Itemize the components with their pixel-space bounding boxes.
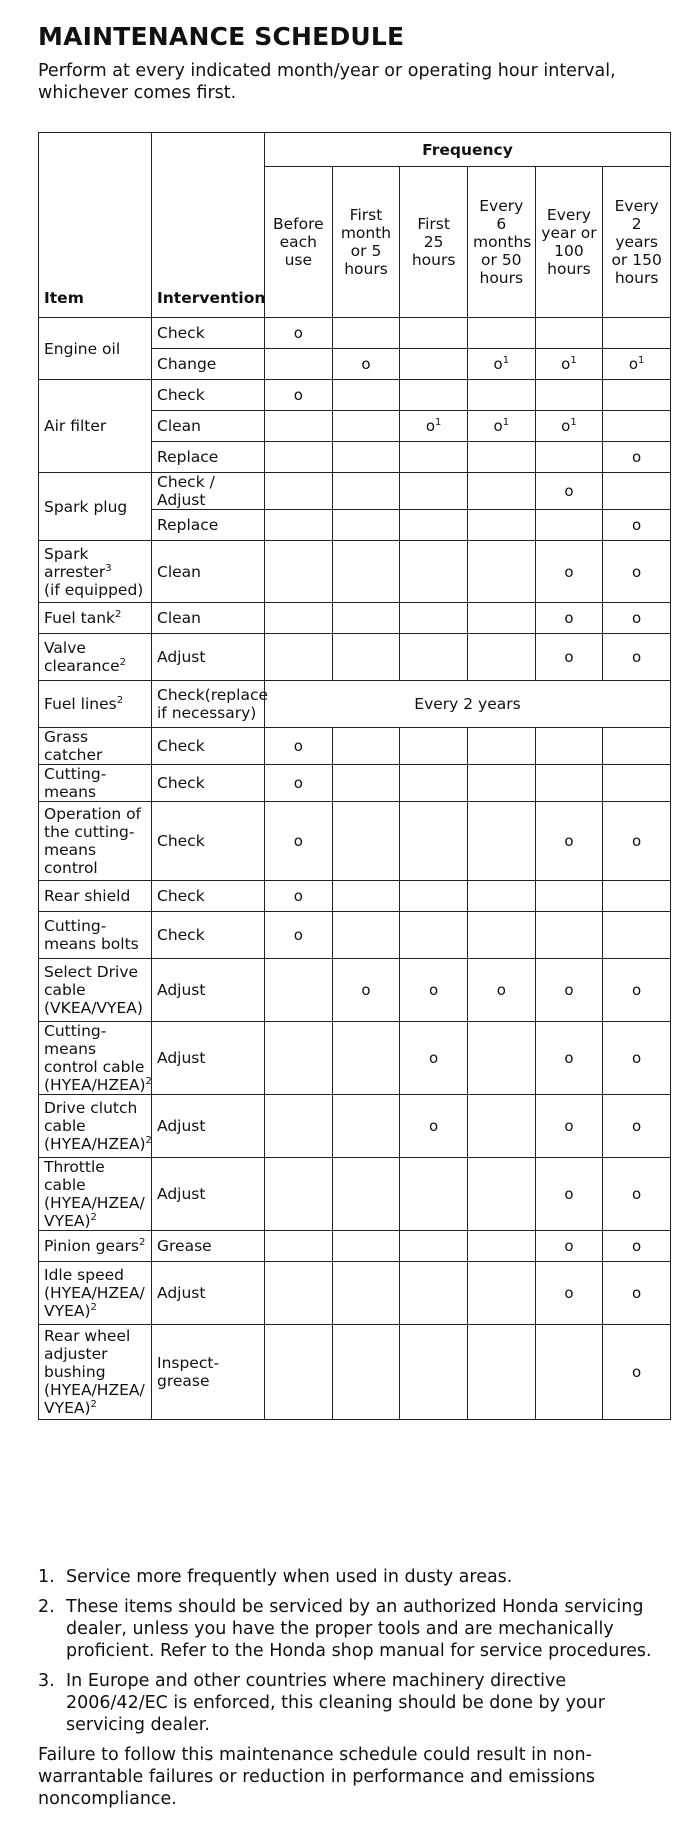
item-cell [39, 541, 152, 603]
table-row [39, 603, 671, 634]
schedule-mark-cell [400, 728, 468, 765]
intervention-cell: Check [152, 912, 265, 959]
item-cell [39, 1262, 152, 1325]
header-col-every-year: Every year or 100 hours [535, 167, 603, 318]
schedule-mark-cell [400, 881, 468, 912]
item-cell [39, 1158, 152, 1231]
schedule-mark-cell [332, 1158, 400, 1231]
item-label: Engine oil [44, 339, 121, 358]
header-intervention: Intervention [152, 133, 265, 318]
schedule-mark-cell [400, 473, 468, 510]
header-col-first-month: First month or 5 hours [332, 167, 400, 318]
schedule-mark-cell [467, 1022, 535, 1095]
schedule-mark-cell [332, 510, 400, 541]
schedule-mark-cell [400, 510, 468, 541]
schedule-mark-cell: o [265, 802, 333, 881]
item-label: Pinion gears [44, 1237, 139, 1255]
table-row [39, 912, 671, 959]
header-col-first-25-hours: First 25 hours [400, 167, 468, 318]
item-suffix: (if equipped) [44, 580, 144, 599]
schedule-mark-cell [332, 411, 400, 442]
table-row [39, 380, 671, 411]
schedule-mark-cell [467, 318, 535, 349]
schedule-mark-cell: o [535, 473, 603, 510]
schedule-mark-cell: $o^1$ [467, 411, 535, 442]
schedule-mark-cell [332, 1231, 400, 1262]
header-col-before-each-use: Before each use [265, 167, 333, 318]
footnote-ref: 1 [502, 355, 510, 366]
intervention-cell: Check [152, 881, 265, 912]
intervention-cell: Adjust [152, 1262, 265, 1325]
schedule-mark-cell [535, 380, 603, 411]
schedule-mark-cell [265, 473, 333, 510]
item-label: Rear wheel adjuster bushing (HYEA/HZEA/ VYEA) [44, 1327, 145, 1417]
schedule-mark-cell [603, 881, 671, 912]
intervention-cell: Adjust [152, 959, 265, 1022]
footnote-ref: 2 [116, 694, 124, 706]
intervention-cell: Check [152, 728, 265, 765]
schedule-mark-cell: $o^1$ [400, 411, 468, 442]
schedule-mark-cell [265, 1231, 333, 1262]
schedule-mark-cell: o [603, 802, 671, 881]
intervention-cell: Check [152, 318, 265, 349]
intervention-cell: Check / Adjust [152, 473, 265, 510]
item-cell [39, 473, 152, 541]
schedule-mark-cell [265, 411, 333, 442]
item-label: Cutting-means bolts [44, 917, 139, 953]
maintenance-table [38, 132, 671, 1420]
table-row [39, 473, 671, 510]
item-cell [39, 765, 152, 802]
item-cell [39, 1095, 152, 1158]
schedule-mark-cell [265, 349, 333, 380]
schedule-mark-cell: o [603, 442, 671, 473]
footnote-ref: 2 [115, 608, 122, 620]
header-col-every-6-months: Every 6 months or 50 hours [467, 167, 535, 318]
table-row [39, 318, 671, 349]
schedule-mark-cell [535, 318, 603, 349]
schedule-mark-cell [535, 510, 603, 541]
item-label: Idle speed (HYEA/HZEA/ VYEA) [44, 1266, 145, 1320]
schedule-mark-cell [332, 881, 400, 912]
schedule-mark-cell: o [603, 510, 671, 541]
schedule-mark-cell: o [603, 1231, 671, 1262]
table-row [39, 728, 671, 765]
schedule-mark-cell: o [603, 541, 671, 603]
footnote-ref: 2 [119, 656, 126, 668]
schedule-mark-cell [265, 1095, 333, 1158]
schedule-mark-cell: o [603, 1262, 671, 1325]
item-label: Grass catcher [44, 728, 103, 764]
intervention-cell: Clean [152, 541, 265, 603]
footnote-ref: 2 [139, 1236, 146, 1248]
intervention-cell: Check(replace if necessary) [152, 681, 265, 728]
schedule-mark-cell: o [603, 1022, 671, 1095]
schedule-mark-cell [400, 380, 468, 411]
schedule-mark-cell [265, 603, 333, 634]
schedule-mark-cell [400, 541, 468, 603]
schedule-mark-cell [332, 1262, 400, 1325]
item-label: Operation of the cutting-means control [44, 805, 142, 877]
intervention-cell: Adjust [152, 1022, 265, 1095]
item-label: Drive clutch cable (HYEA/HZEA) [44, 1099, 146, 1153]
item-cell [39, 1022, 152, 1095]
schedule-mark-cell [467, 881, 535, 912]
frequency-span-cell: Every 2 years [265, 681, 671, 728]
schedule-mark-cell [467, 634, 535, 681]
schedule-mark-cell: o [332, 959, 400, 1022]
item-label: Select Drive cable (VKEA/VYEA) [44, 963, 143, 1017]
schedule-mark-cell: o [535, 1231, 603, 1262]
intro-text: Perform at every indicated month/year or operating hour interval, whichever comes first. [38, 61, 616, 103]
schedule-mark-cell [332, 541, 400, 603]
schedule-mark-cell [467, 380, 535, 411]
schedule-mark-cell [467, 728, 535, 765]
item-cell [39, 318, 152, 380]
footnote-ref: 2 [90, 1301, 97, 1313]
intervention-cell: Inspect-grease [152, 1325, 265, 1420]
schedule-mark-cell: o [535, 1022, 603, 1095]
footnote-ref: 1 [570, 417, 577, 428]
schedule-mark-cell: o [400, 959, 468, 1022]
schedule-mark-cell: o [603, 959, 671, 1022]
schedule-mark-cell [467, 473, 535, 510]
schedule-mark-cell [332, 912, 400, 959]
schedule-mark-cell [400, 802, 468, 881]
schedule-mark-cell [265, 1262, 333, 1325]
schedule-mark-cell [332, 634, 400, 681]
schedule-mark-cell [265, 510, 333, 541]
schedule-mark-cell: o [535, 603, 603, 634]
table-row [39, 1158, 671, 1231]
footnote-3: 3. In Europe and other countries where machinery directive 2006/42/EC is enforced, this cleaning should be done by your servicing dealer. [38, 1671, 605, 1735]
schedule-mark-cell [332, 1022, 400, 1095]
schedule-mark-cell [535, 881, 603, 912]
item-cell [39, 603, 152, 634]
schedule-mark-cell: o [603, 634, 671, 681]
schedule-mark-cell [400, 442, 468, 473]
schedule-mark-cell [332, 380, 400, 411]
schedule-mark-cell [467, 1095, 535, 1158]
item-cell [39, 912, 152, 959]
footnote-ref: 2 [90, 1398, 97, 1410]
schedule-mark-cell [400, 1325, 468, 1420]
schedule-mark-cell [467, 442, 535, 473]
item-label: Spark arrester [44, 544, 106, 581]
schedule-mark-cell: o [535, 959, 603, 1022]
item-label: Rear shield [44, 887, 131, 905]
schedule-mark-cell: o [603, 1095, 671, 1158]
schedule-mark-cell [535, 442, 603, 473]
schedule-mark-cell: $o^1$ [535, 349, 603, 380]
schedule-mark-cell: $o^1$ [603, 349, 671, 380]
footnote-ref: 1 [570, 355, 577, 366]
table-row [39, 1095, 671, 1158]
footnote-ref: 1 [435, 417, 442, 428]
schedule-mark-cell [467, 1158, 535, 1231]
schedule-mark-cell [332, 765, 400, 802]
schedule-mark-cell: o [535, 1158, 603, 1231]
schedule-mark-cell [467, 510, 535, 541]
header-col-every-2-years: Every 2 years or 150 hours [603, 167, 671, 318]
schedule-mark-cell [467, 802, 535, 881]
footnote-ref: 1 [638, 355, 645, 366]
schedule-mark-cell [400, 603, 468, 634]
schedule-mark-cell [265, 959, 333, 1022]
table-row [39, 765, 671, 802]
schedule-mark-cell: o [535, 634, 603, 681]
schedule-mark-cell: o [603, 1158, 671, 1231]
schedule-mark-cell [332, 728, 400, 765]
item-label: Cutting-means [44, 765, 107, 801]
closing-text: Failure to follow this maintenance schedule could result in non-warrantable failures or reduction in performance and emissions noncompliance. [38, 1745, 596, 1809]
footnote-1: 1. Service more frequently when used in dusty areas. [38, 1567, 513, 1587]
table-body [39, 318, 671, 1420]
schedule-mark-cell: o [535, 802, 603, 881]
table-row [39, 1022, 671, 1095]
footnotes [38, 1566, 668, 1810]
footnote-ref: 3 [105, 562, 112, 574]
table-row [39, 681, 671, 728]
item-cell [39, 634, 152, 681]
schedule-mark-cell [467, 603, 535, 634]
schedule-mark-cell: o [603, 1325, 671, 1420]
schedule-mark-cell: o [535, 1262, 603, 1325]
table-row [39, 959, 671, 1022]
item-cell [39, 959, 152, 1022]
header-item: Item [39, 133, 152, 318]
schedule-mark-cell [467, 912, 535, 959]
schedule-mark-cell [603, 912, 671, 959]
schedule-mark-cell [467, 1231, 535, 1262]
intervention-cell: Grease [152, 1231, 265, 1262]
intervention-cell: Clean [152, 411, 265, 442]
schedule-mark-cell: $o^1$ [535, 411, 603, 442]
item-cell [39, 1231, 152, 1262]
table-row [39, 1262, 671, 1325]
item-cell [39, 728, 152, 765]
item-label: Cutting-means control cable (HYEA/HZEA) [44, 1022, 146, 1094]
schedule-mark-cell [265, 442, 333, 473]
schedule-mark-cell [332, 802, 400, 881]
schedule-mark-cell [332, 318, 400, 349]
intervention-cell: Check [152, 802, 265, 881]
schedule-mark-cell [332, 442, 400, 473]
schedule-mark-cell: o [603, 603, 671, 634]
schedule-mark-cell: o [265, 380, 333, 411]
item-cell [39, 802, 152, 881]
item-cell [39, 1325, 152, 1420]
schedule-mark-cell [265, 1158, 333, 1231]
footnote-ref: 2 [145, 1075, 152, 1087]
table-row [39, 634, 671, 681]
schedule-mark-cell [332, 1095, 400, 1158]
schedule-mark-cell [467, 765, 535, 802]
item-label: Throttle cable (HYEA/HZEA/ VYEA) [44, 1158, 145, 1230]
schedule-mark-cell: o [265, 912, 333, 959]
schedule-mark-cell: o [265, 765, 333, 802]
intervention-cell: Change [152, 349, 265, 380]
intervention-cell: Adjust [152, 1095, 265, 1158]
item-label: Fuel lines [44, 695, 117, 713]
item-label: Valve clearance [44, 639, 120, 675]
schedule-mark-cell: o [400, 1022, 468, 1095]
schedule-mark-cell [603, 765, 671, 802]
schedule-mark-cell: o [535, 1095, 603, 1158]
schedule-mark-cell [400, 349, 468, 380]
intervention-cell: Replace [152, 510, 265, 541]
schedule-mark-cell [400, 634, 468, 681]
schedule-mark-cell [535, 728, 603, 765]
intervention-cell: Adjust [152, 1158, 265, 1231]
footnote-ref: 2 [90, 1211, 97, 1223]
schedule-mark-cell [603, 473, 671, 510]
schedule-mark-cell [265, 1022, 333, 1095]
schedule-mark-cell [400, 1262, 468, 1325]
schedule-mark-cell: o [400, 1095, 468, 1158]
schedule-mark-cell: $o^1$ [467, 349, 535, 380]
schedule-mark-cell [332, 1325, 400, 1420]
item-cell [39, 681, 152, 728]
schedule-mark-cell [603, 411, 671, 442]
footnote-2: 2. These items should be serviced by an authorized Honda servicing dealer, unless you have the proper tools and are mechanically proficient. Refer to the Honda shop manual for service procedures. [38, 1597, 652, 1661]
schedule-mark-cell [603, 380, 671, 411]
schedule-mark-cell: o [265, 728, 333, 765]
schedule-mark-cell [603, 318, 671, 349]
schedule-mark-cell [467, 1325, 535, 1420]
schedule-mark-cell [332, 473, 400, 510]
schedule-mark-cell [265, 1325, 333, 1420]
schedule-mark-cell [535, 1325, 603, 1420]
schedule-mark-cell [400, 912, 468, 959]
schedule-mark-cell [467, 1262, 535, 1325]
item-cell [39, 380, 152, 473]
item-label: Fuel tank [44, 609, 116, 627]
schedule-mark-cell [535, 912, 603, 959]
item-label: Spark plug [44, 497, 128, 516]
table-row [39, 802, 671, 881]
table-row [39, 881, 671, 912]
schedule-mark-cell: o [467, 959, 535, 1022]
intervention-cell: Check [152, 765, 265, 802]
footnote-ref: 2 [145, 1134, 152, 1146]
intervention-cell: Check [152, 380, 265, 411]
schedule-mark-cell [603, 728, 671, 765]
item-cell [39, 881, 152, 912]
schedule-mark-cell [265, 541, 333, 603]
schedule-mark-cell [400, 1231, 468, 1262]
schedule-mark-cell [467, 541, 535, 603]
footnote-ref: 1 [502, 417, 510, 428]
schedule-mark-cell: o [535, 541, 603, 603]
schedule-mark-cell [332, 603, 400, 634]
item-label: Air filter [44, 417, 107, 435]
schedule-mark-cell [265, 634, 333, 681]
schedule-mark-cell [535, 765, 603, 802]
intervention-cell: Replace [152, 442, 265, 473]
header-frequency: Frequency [265, 133, 671, 167]
table-row [39, 1231, 671, 1262]
schedule-mark-cell [400, 318, 468, 349]
page-title: MAINTENANCE SCHEDULE [38, 22, 405, 51]
header-block [38, 20, 668, 104]
intervention-cell: Clean [152, 603, 265, 634]
schedule-mark-cell [400, 765, 468, 802]
schedule-mark-cell [400, 1158, 468, 1231]
table-row [39, 541, 671, 603]
schedule-mark-cell: o [265, 881, 333, 912]
intervention-cell: Adjust [152, 634, 265, 681]
schedule-mark-cell: o [332, 349, 400, 380]
schedule-mark-cell: o [265, 318, 333, 349]
table-row [39, 1325, 671, 1420]
